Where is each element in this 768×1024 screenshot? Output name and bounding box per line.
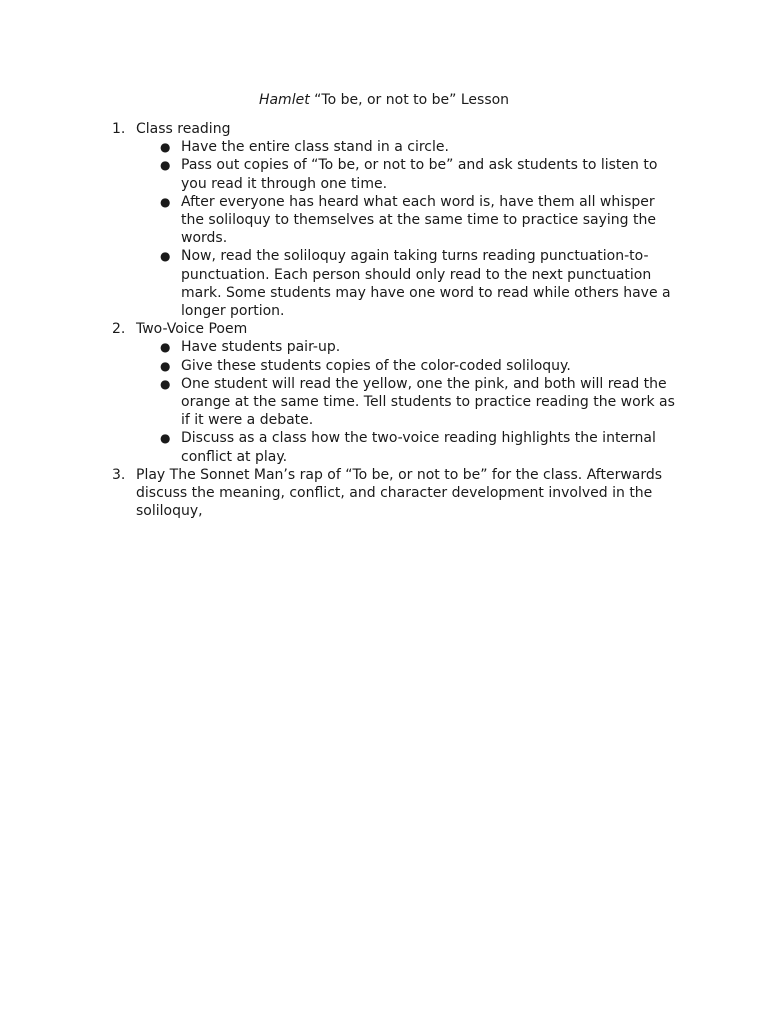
lesson-outline	[0, 120, 768, 520]
bullet-text: Have the entire class stand in a circle.	[181, 139, 449, 156]
item-label: Class reading	[136, 121, 231, 137]
bullet-icon: ●	[160, 376, 171, 391]
item-label: Two-Voice Poem	[136, 321, 248, 338]
bullet-item	[160, 247, 676, 320]
bullet-icon: ●	[160, 431, 171, 446]
bullet-item	[160, 429, 676, 465]
item-number: 2.	[112, 321, 126, 338]
bullet-icon: ●	[160, 140, 171, 155]
bullet-icon: ●	[160, 158, 171, 173]
bullet-item	[160, 156, 676, 192]
bullet-text: After everyone has heard what each word is, have them all whisper the soliloquy to themselves at the same time to practice saying the words.	[181, 193, 656, 247]
sub-list	[136, 138, 676, 320]
bullet-item	[160, 357, 676, 375]
list-item-3	[112, 466, 676, 521]
bullet-item	[160, 338, 676, 356]
bullet-icon: ●	[160, 358, 171, 373]
bullet-text: Pass out copies of “To be, or not to be” and ask students to listen to you read it through one time.	[181, 157, 658, 192]
bullet-text: Now, read the soliloquy again taking turns reading punctuation-to-punctuation. Each person should only read to the next punctuation mark. Some students may have one word to read while others have a longer portion.	[181, 248, 671, 320]
bullet-text: Discuss as a class how the two-voice reading highlights the internal conflict at play.	[181, 430, 656, 465]
sub-list	[136, 338, 676, 465]
page-title	[0, 91, 768, 109]
list-item-1	[112, 120, 676, 320]
bullet-text: Have students pair-up.	[181, 339, 341, 356]
item-label: Play The Sonnet Man’s rap of “To be, or not to be” for the class. Afterwards discuss the meaning, conflict, and character development involved in the soliloquy,	[136, 466, 663, 520]
bullet-item	[160, 375, 676, 430]
title-rest: “To be, or not to be” Lesson	[309, 92, 510, 108]
bullet-item	[160, 138, 676, 156]
title-italic: Hamlet	[258, 92, 310, 108]
item-number: 3.	[112, 466, 126, 483]
list-item-2	[112, 320, 676, 466]
bullet-icon: ●	[160, 194, 171, 209]
item-number: 1.	[112, 121, 126, 137]
bullet-icon: ●	[160, 249, 171, 264]
bullet-icon: ●	[160, 340, 171, 355]
bullet-item	[160, 193, 676, 248]
bullet-text: Give these students copies of the color-coded soliloquy.	[181, 357, 571, 374]
bullet-text: One student will read the yellow, one the pink, and both will read the orange at the same time. Tell students to practice reading the work as if it were a debate.	[181, 375, 675, 429]
